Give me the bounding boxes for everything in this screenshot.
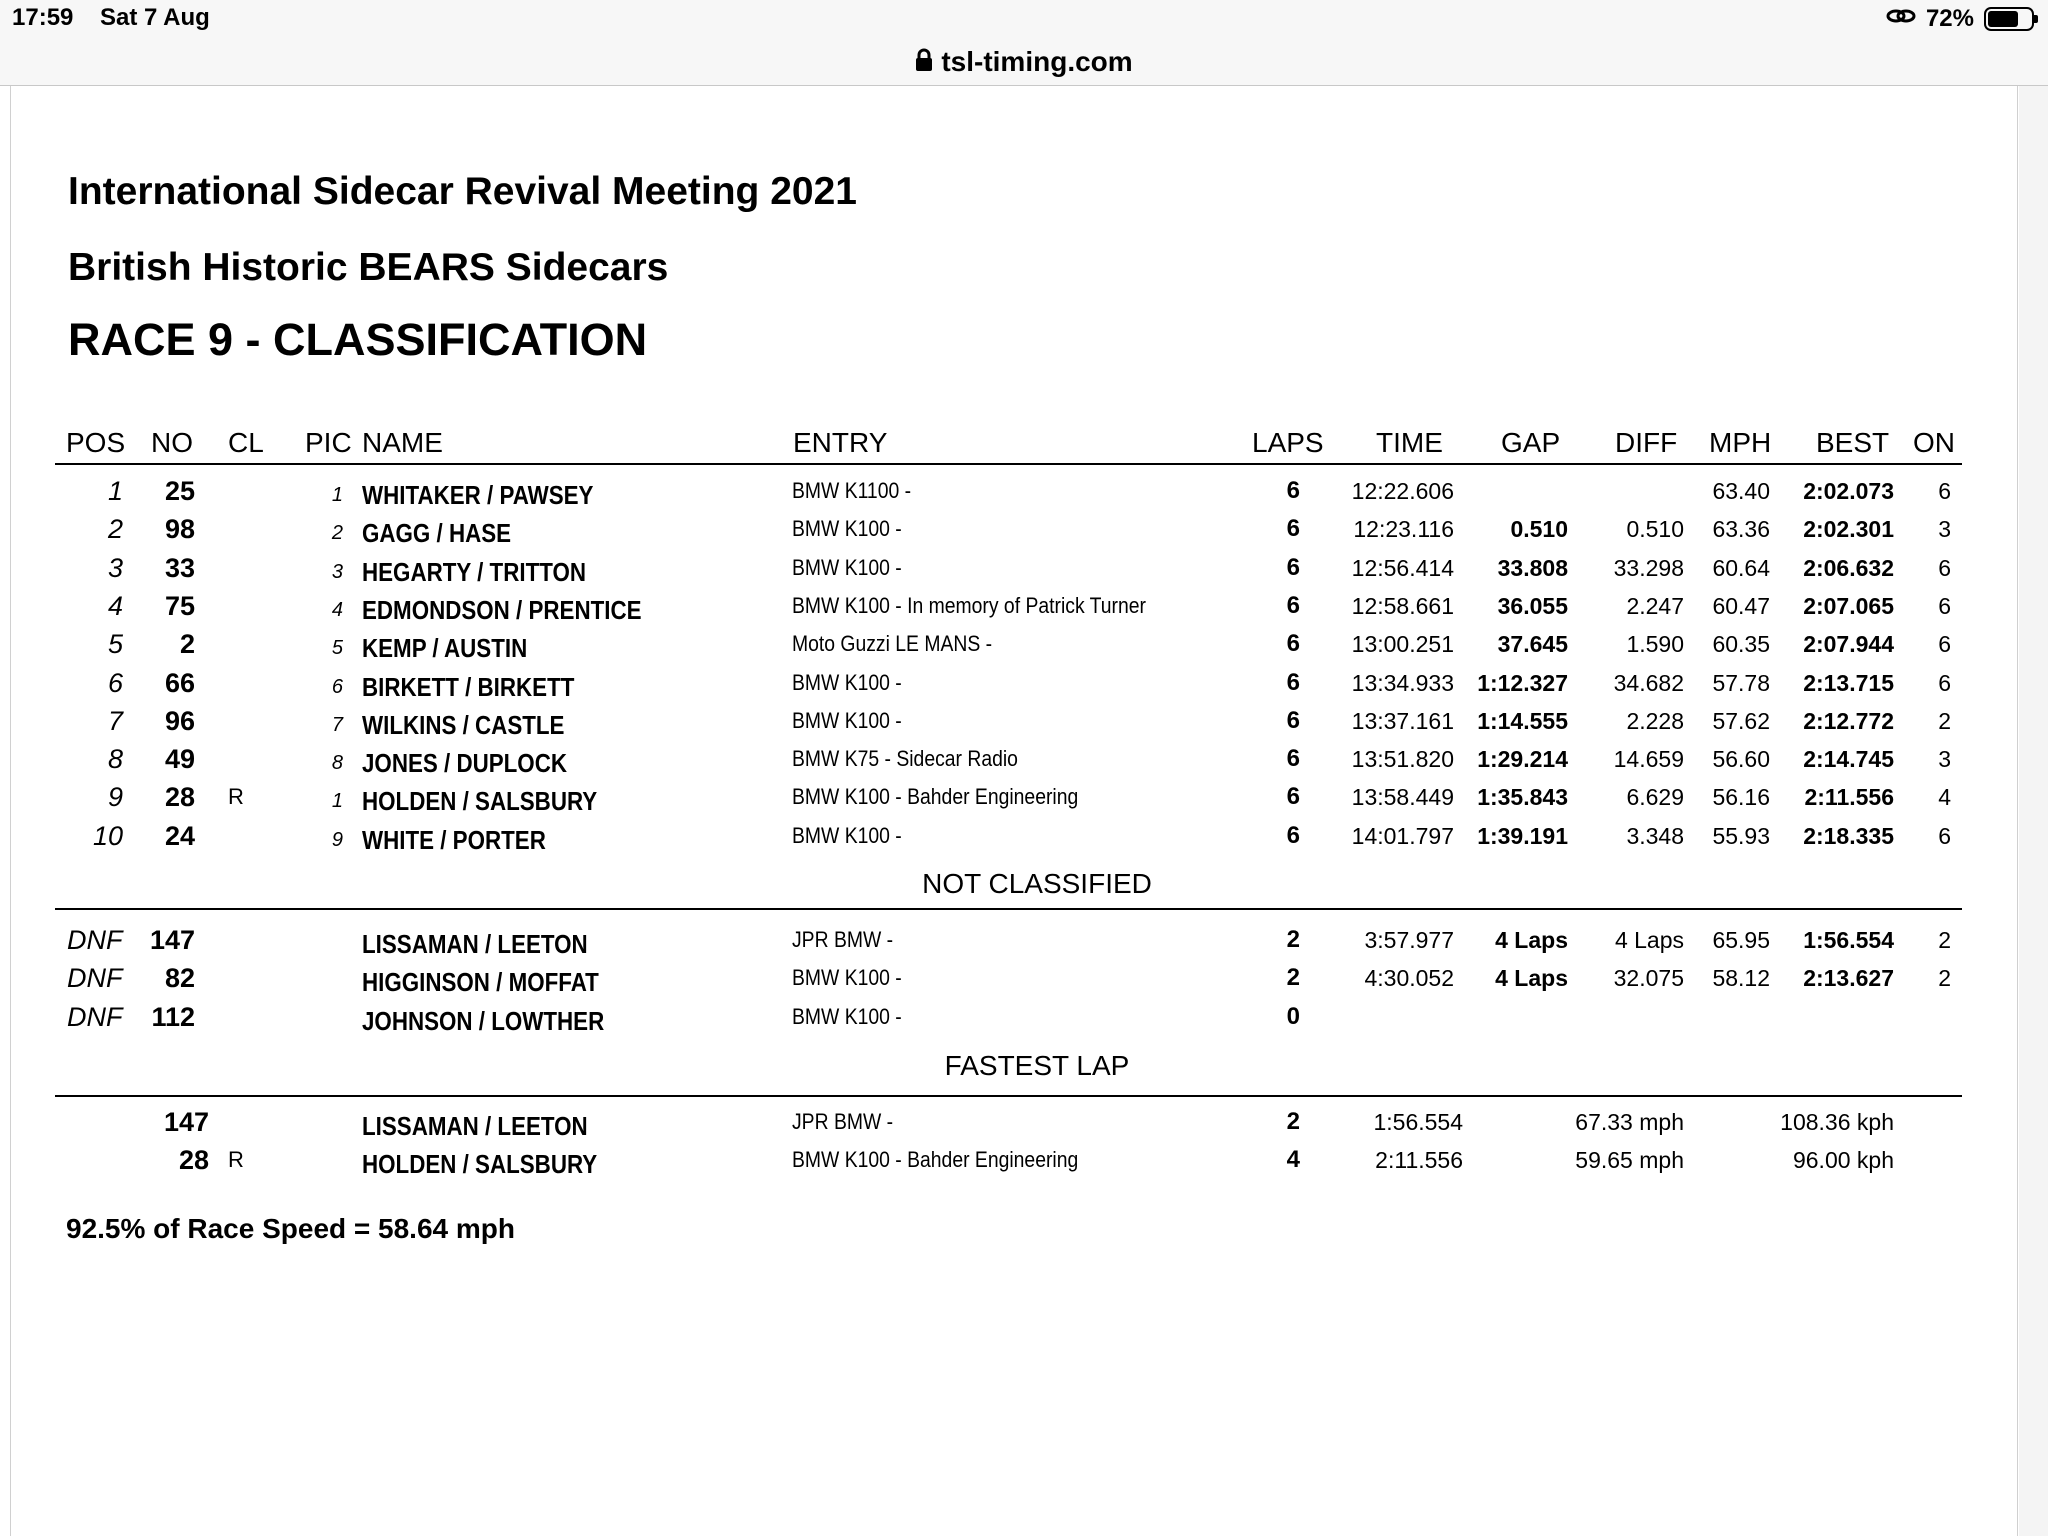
race-time: 13:37.161 (1351, 707, 1454, 734)
position-in-class: 6 (331, 675, 343, 698)
car-number: 96 (164, 705, 195, 736)
result-row (0, 549, 2048, 587)
best-lap: 2:06.632 (1803, 554, 1894, 581)
mph: 56.60 (1712, 746, 1770, 773)
header-gap: GAP (1501, 427, 1561, 458)
car-number: 147 (163, 1107, 209, 1137)
dnf-row (0, 959, 2048, 997)
gap: 36.055 (1497, 592, 1568, 619)
best-lap: 2:13.627 (1803, 965, 1894, 992)
position-in-class: 9 (331, 828, 343, 851)
position: DNF (67, 925, 123, 955)
lap-number: 4 (1286, 1146, 1300, 1174)
best-lap: 2:02.073 (1803, 478, 1894, 504)
driver-names: JOHNSON / LOWTHER (362, 1005, 605, 1036)
driver-names: WHITAKER / PAWSEY (362, 480, 594, 510)
laps: 6 (1286, 706, 1300, 734)
diff: 32.075 (1613, 965, 1684, 992)
lap-time: 2:11.556 (1375, 1147, 1463, 1174)
best-on-lap: 6 (1938, 822, 1951, 849)
result-row (0, 817, 2048, 855)
car-number: 28 (164, 782, 195, 813)
result-row (0, 625, 2048, 663)
status-indicators (1886, 4, 2034, 34)
entry: BMW K100 - Bahder Engineering (792, 1147, 1079, 1173)
best-lap: 2:07.065 (1803, 592, 1894, 619)
entry: BMW K100 - (792, 1003, 902, 1029)
event-title: International Sidecar Revival Meeting 2021 (68, 170, 857, 213)
best-lap: 1:56.554 (1803, 927, 1894, 953)
best-lap: 2:11.556 (1804, 784, 1894, 811)
mph: 56.16 (1712, 784, 1770, 811)
car-number: 82 (164, 963, 195, 994)
race-time: 13:00.251 (1351, 631, 1454, 658)
driver-names: HOLDEN / SALSBURY (362, 786, 598, 817)
position: DNF (67, 1001, 123, 1032)
position: 10 (92, 820, 123, 851)
car-number: 98 (164, 514, 195, 545)
position: 2 (107, 514, 123, 545)
address-bar[interactable] (0, 38, 2048, 86)
gap: 0.510 (1510, 516, 1568, 543)
position: 6 (107, 667, 123, 698)
position: 7 (107, 705, 123, 736)
battery-level (1988, 11, 2018, 27)
entry: Moto Guzzi LE MANS - (792, 631, 993, 657)
gap: 1:39.191 (1477, 822, 1568, 849)
car-number: 25 (164, 476, 195, 506)
header-time: TIME (1376, 427, 1443, 458)
position: DNF (67, 963, 123, 994)
race-speed-note: 92.5% of Race Speed = 58.64 mph (66, 1213, 515, 1244)
entry: BMW K100 - In memory of Patrick Turner (792, 592, 1146, 618)
best-on-lap: 6 (1938, 478, 1951, 504)
lap-time: 1:56.554 (1373, 1109, 1463, 1135)
header-no: NO (151, 427, 193, 458)
driver-names: WILKINS / CASTLE (362, 709, 565, 740)
gap: 1:29.214 (1477, 746, 1568, 773)
driver-names: BIRKETT / BIRKETT (362, 671, 575, 702)
position-in-class: 5 (331, 637, 343, 660)
best-lap: 2:12.772 (1803, 707, 1894, 734)
driver-names: EDMONDSON / PRENTICE (362, 594, 642, 625)
mph: 57.62 (1712, 707, 1770, 734)
header-entry: ENTRY (793, 427, 888, 458)
speed-mph: 59.65 mph (1575, 1147, 1684, 1174)
position: 4 (107, 590, 123, 621)
position-in-class: 7 (331, 713, 343, 736)
entry: BMW K75 - Sidecar Radio (792, 746, 1018, 772)
header-best: BEST (1816, 427, 1890, 458)
header-pic: PIC (305, 427, 352, 458)
entry: BMW K100 - (792, 554, 902, 580)
header-laps: LAPS (1252, 427, 1324, 458)
diff: 2.228 (1626, 707, 1684, 734)
header-on: ON (1913, 427, 1955, 458)
position-in-class: 2 (331, 522, 343, 545)
mph: 55.93 (1712, 822, 1770, 849)
mph: 63.40 (1712, 478, 1770, 504)
battery-icon (1984, 7, 2034, 31)
entry: BMW K100 - (792, 516, 902, 542)
position-in-class: 8 (331, 752, 343, 775)
entry: BMW K1100 - (792, 478, 912, 503)
dnf-row (0, 998, 2048, 1036)
laps: 2 (1286, 964, 1300, 992)
result-row (0, 778, 2048, 816)
lap-number: 2 (1286, 1108, 1300, 1135)
best-lap: 2:02.301 (1803, 516, 1894, 543)
driver-names: HOLDEN / SALSBURY (362, 1149, 598, 1180)
best-lap: 2:18.335 (1803, 822, 1894, 849)
diff: 6.629 (1626, 784, 1684, 811)
position-in-class: 1 (331, 484, 343, 506)
speed-kph: 96.00 kph (1792, 1147, 1894, 1174)
mph: 63.36 (1712, 516, 1770, 543)
position: 8 (107, 744, 123, 775)
driver-names: WHITE / PORTER (362, 824, 546, 855)
car-number: 147 (149, 925, 195, 955)
position: 1 (107, 476, 123, 506)
url-text[interactable]: tsl-timing.com (941, 46, 1133, 77)
result-row (0, 472, 2048, 510)
race-time: 3:57.977 (1364, 927, 1454, 953)
laps: 6 (1286, 668, 1300, 696)
lock-icon (915, 48, 933, 77)
car-number: 49 (164, 744, 195, 775)
mph: 58.12 (1712, 965, 1770, 992)
gap: 4 Laps (1495, 965, 1568, 992)
header-divider (55, 463, 1962, 465)
position: 9 (107, 782, 123, 813)
mph: 60.47 (1712, 592, 1770, 619)
race-time: 14:01.797 (1351, 822, 1454, 849)
laps: 6 (1286, 553, 1300, 581)
car-number: 75 (164, 590, 195, 621)
race-title: RACE 9 - CLASSIFICATION (68, 314, 648, 365)
dnf-row (0, 921, 2048, 959)
race-time: 12:23.116 (1353, 516, 1454, 543)
result-row (0, 510, 2048, 548)
header-name: NAME (362, 427, 443, 458)
fastest-lap-row (0, 1103, 2048, 1141)
race-time: 13:51.820 (1351, 746, 1454, 773)
speed-mph: 67.33 mph (1575, 1109, 1684, 1135)
speed-kph: 108.36 kph (1780, 1109, 1894, 1135)
gap: 37.645 (1497, 631, 1568, 658)
entry: BMW K100 - (792, 669, 902, 695)
header-pos: POS (66, 427, 126, 458)
battery-percent: 72% (1925, 5, 1974, 32)
driver-names: GAGG / HASE (362, 518, 512, 549)
diff: 0.510 (1626, 516, 1684, 543)
laps: 6 (1286, 821, 1300, 849)
result-row (0, 587, 2048, 625)
entry: JPR BMW - (792, 927, 894, 952)
status-bar (0, 0, 2048, 42)
best-on-lap: 3 (1938, 516, 1951, 543)
header-diff: DIFF (1615, 427, 1678, 458)
diff: 1.590 (1626, 631, 1684, 658)
gap: 33.808 (1497, 554, 1568, 581)
entry: BMW K100 - Bahder Engineering (792, 784, 1079, 810)
driver-names: JONES / DUPLOCK (362, 748, 568, 779)
mph: 60.35 (1712, 631, 1770, 658)
best-on-lap: 6 (1938, 554, 1951, 581)
driver-names: HEGARTY / TRITTON (362, 556, 587, 587)
position-in-class: 1 (331, 790, 343, 813)
best-on-lap: 6 (1938, 592, 1951, 619)
diff: 3.348 (1626, 822, 1684, 849)
car-number: 112 (151, 1001, 195, 1032)
best-on-lap: 2 (1938, 927, 1951, 953)
class-title: British Historic BEARS Sidecars (68, 246, 669, 289)
entry: BMW K100 - (792, 707, 902, 733)
gap: 4 Laps (1495, 927, 1568, 953)
class: R (228, 1147, 244, 1173)
best-on-lap: 3 (1938, 746, 1951, 773)
diff: 33.298 (1613, 554, 1684, 581)
driver-names: HIGGINSON / MOFFAT (362, 967, 599, 998)
driver-names: LISSAMAN / LEETON (362, 1111, 588, 1141)
race-time: 13:58.449 (1351, 784, 1454, 811)
laps: 6 (1286, 783, 1300, 811)
fastest-lap-row (0, 1141, 2048, 1179)
entry: BMW K100 - (792, 822, 902, 848)
mph: 60.64 (1712, 554, 1770, 581)
best-lap: 2:13.715 (1803, 669, 1894, 696)
laps: 6 (1286, 745, 1300, 773)
laps: 6 (1286, 515, 1300, 543)
header-mph: MPH (1709, 427, 1772, 458)
status-time: 17:59 (12, 4, 74, 31)
driver-names: LISSAMAN / LEETON (362, 929, 588, 959)
laps: 0 (1286, 1002, 1300, 1030)
header-cl: CL (228, 427, 264, 458)
fastest-lap-heading: FASTEST LAP (944, 1050, 1130, 1081)
laps: 2 (1286, 926, 1300, 953)
fastest-lap-divider (55, 1095, 1962, 1097)
diff: 4 Laps (1614, 927, 1684, 953)
best-on-lap: 2 (1938, 965, 1951, 992)
position: 5 (107, 629, 123, 660)
entry: JPR BMW - (792, 1109, 894, 1134)
link-icon (1886, 5, 1916, 33)
race-time: 4:30.052 (1364, 965, 1454, 992)
gap: 1:12.327 (1477, 669, 1568, 696)
status-date: Sat 7 Aug (100, 4, 210, 31)
diff: 14.659 (1613, 746, 1684, 773)
class: R (228, 784, 244, 810)
entry: BMW K100 - (792, 965, 902, 991)
result-row (0, 702, 2048, 740)
best-on-lap: 2 (1938, 707, 1951, 734)
diff: 34.682 (1613, 669, 1684, 696)
laps: 6 (1286, 630, 1300, 658)
mph: 57.78 (1712, 669, 1770, 696)
position-in-class: 3 (331, 560, 343, 583)
position: 3 (107, 552, 123, 583)
race-time: 12:58.661 (1351, 592, 1454, 619)
car-number: 66 (164, 667, 195, 698)
gap: 1:14.555 (1477, 707, 1568, 734)
best-lap: 2:07.944 (1803, 631, 1894, 658)
race-time: 12:22.606 (1351, 478, 1454, 504)
best-on-lap: 6 (1938, 631, 1951, 658)
laps: 6 (1286, 477, 1300, 504)
car-number: 24 (164, 820, 195, 851)
car-number: 2 (179, 629, 195, 660)
not-classified-heading: NOT CLASSIFIED (922, 868, 1152, 899)
best-on-lap: 4 (1938, 784, 1951, 811)
mph: 65.95 (1712, 927, 1770, 953)
result-row (0, 740, 2048, 778)
best-on-lap: 6 (1938, 669, 1951, 696)
best-lap: 2:14.745 (1803, 746, 1894, 773)
not-classified-divider (55, 908, 1962, 910)
driver-names: KEMP / AUSTIN (362, 633, 528, 664)
position-in-class: 4 (331, 598, 343, 621)
race-time: 13:34.933 (1351, 669, 1454, 696)
diff: 2.247 (1626, 592, 1684, 619)
result-row (0, 664, 2048, 702)
gap: 1:35.843 (1477, 784, 1568, 811)
laps: 6 (1286, 591, 1300, 619)
car-number: 28 (178, 1145, 209, 1176)
race-time: 12:56.414 (1351, 554, 1454, 581)
car-number: 33 (164, 552, 195, 583)
